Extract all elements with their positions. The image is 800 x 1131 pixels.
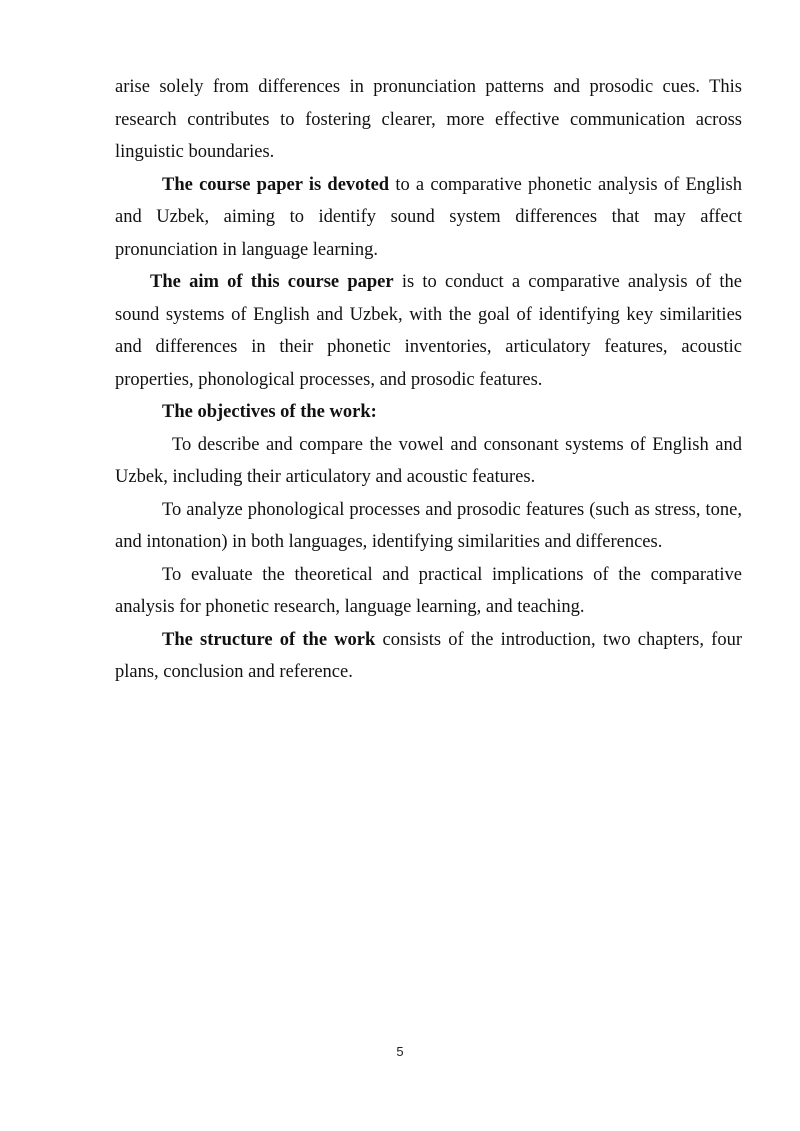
paragraph-text: consists of the introduction, two chapters, four plans, conclusion and reference. (115, 629, 742, 682)
paragraph-lead: The aim of this course paper (150, 272, 394, 292)
paragraph-continuation (115, 71, 742, 169)
paragraph-lead: The course paper is devoted (162, 174, 390, 195)
paragraph-text: To analyze phonological processes and prosodic features (such as stress, tone, and intonation) in both languages, identifying similarities and differences. (115, 499, 742, 552)
paragraph-text: To describe and compare the vowel and consonant systems of English and Uzbek, including their articulatory and acoustic features. (115, 434, 742, 487)
paragraph-lead: The objectives of the work: (162, 402, 377, 422)
paragraph-structure (115, 624, 742, 689)
paragraph-text: To evaluate the theoretical and practical implications of the comparative analysis for phonetic research, language learning, and teaching. (115, 564, 742, 617)
paragraph-text: to a comparative phonetic analysis of English and Uzbek, aiming to identify sound system differences that may affect pronunciation in language learning. (115, 174, 742, 260)
objective-item (115, 429, 742, 494)
paragraph-text: is to conduct a comparative analysis of the sound systems of English and Uzbek, with the goal of identifying key similarities and differences in their phonetic inventories, articulatory features, acoustic properties, phonological processes, and prosodic features. (115, 272, 742, 390)
paragraph-text: arise solely from differences in pronunciation patterns and prosodic cues. This research contributes to fostering clearer, more effective communication across linguistic boundaries. (115, 77, 742, 162)
paragraph-aim (115, 266, 742, 396)
objective-item (115, 559, 742, 624)
page-number: 5 (396, 1044, 404, 1059)
objective-item (115, 494, 742, 559)
page-body (115, 71, 742, 689)
paragraph-lead: The structure of the work (162, 629, 376, 650)
objectives-heading (115, 396, 742, 429)
paragraph-devoted (115, 169, 742, 267)
